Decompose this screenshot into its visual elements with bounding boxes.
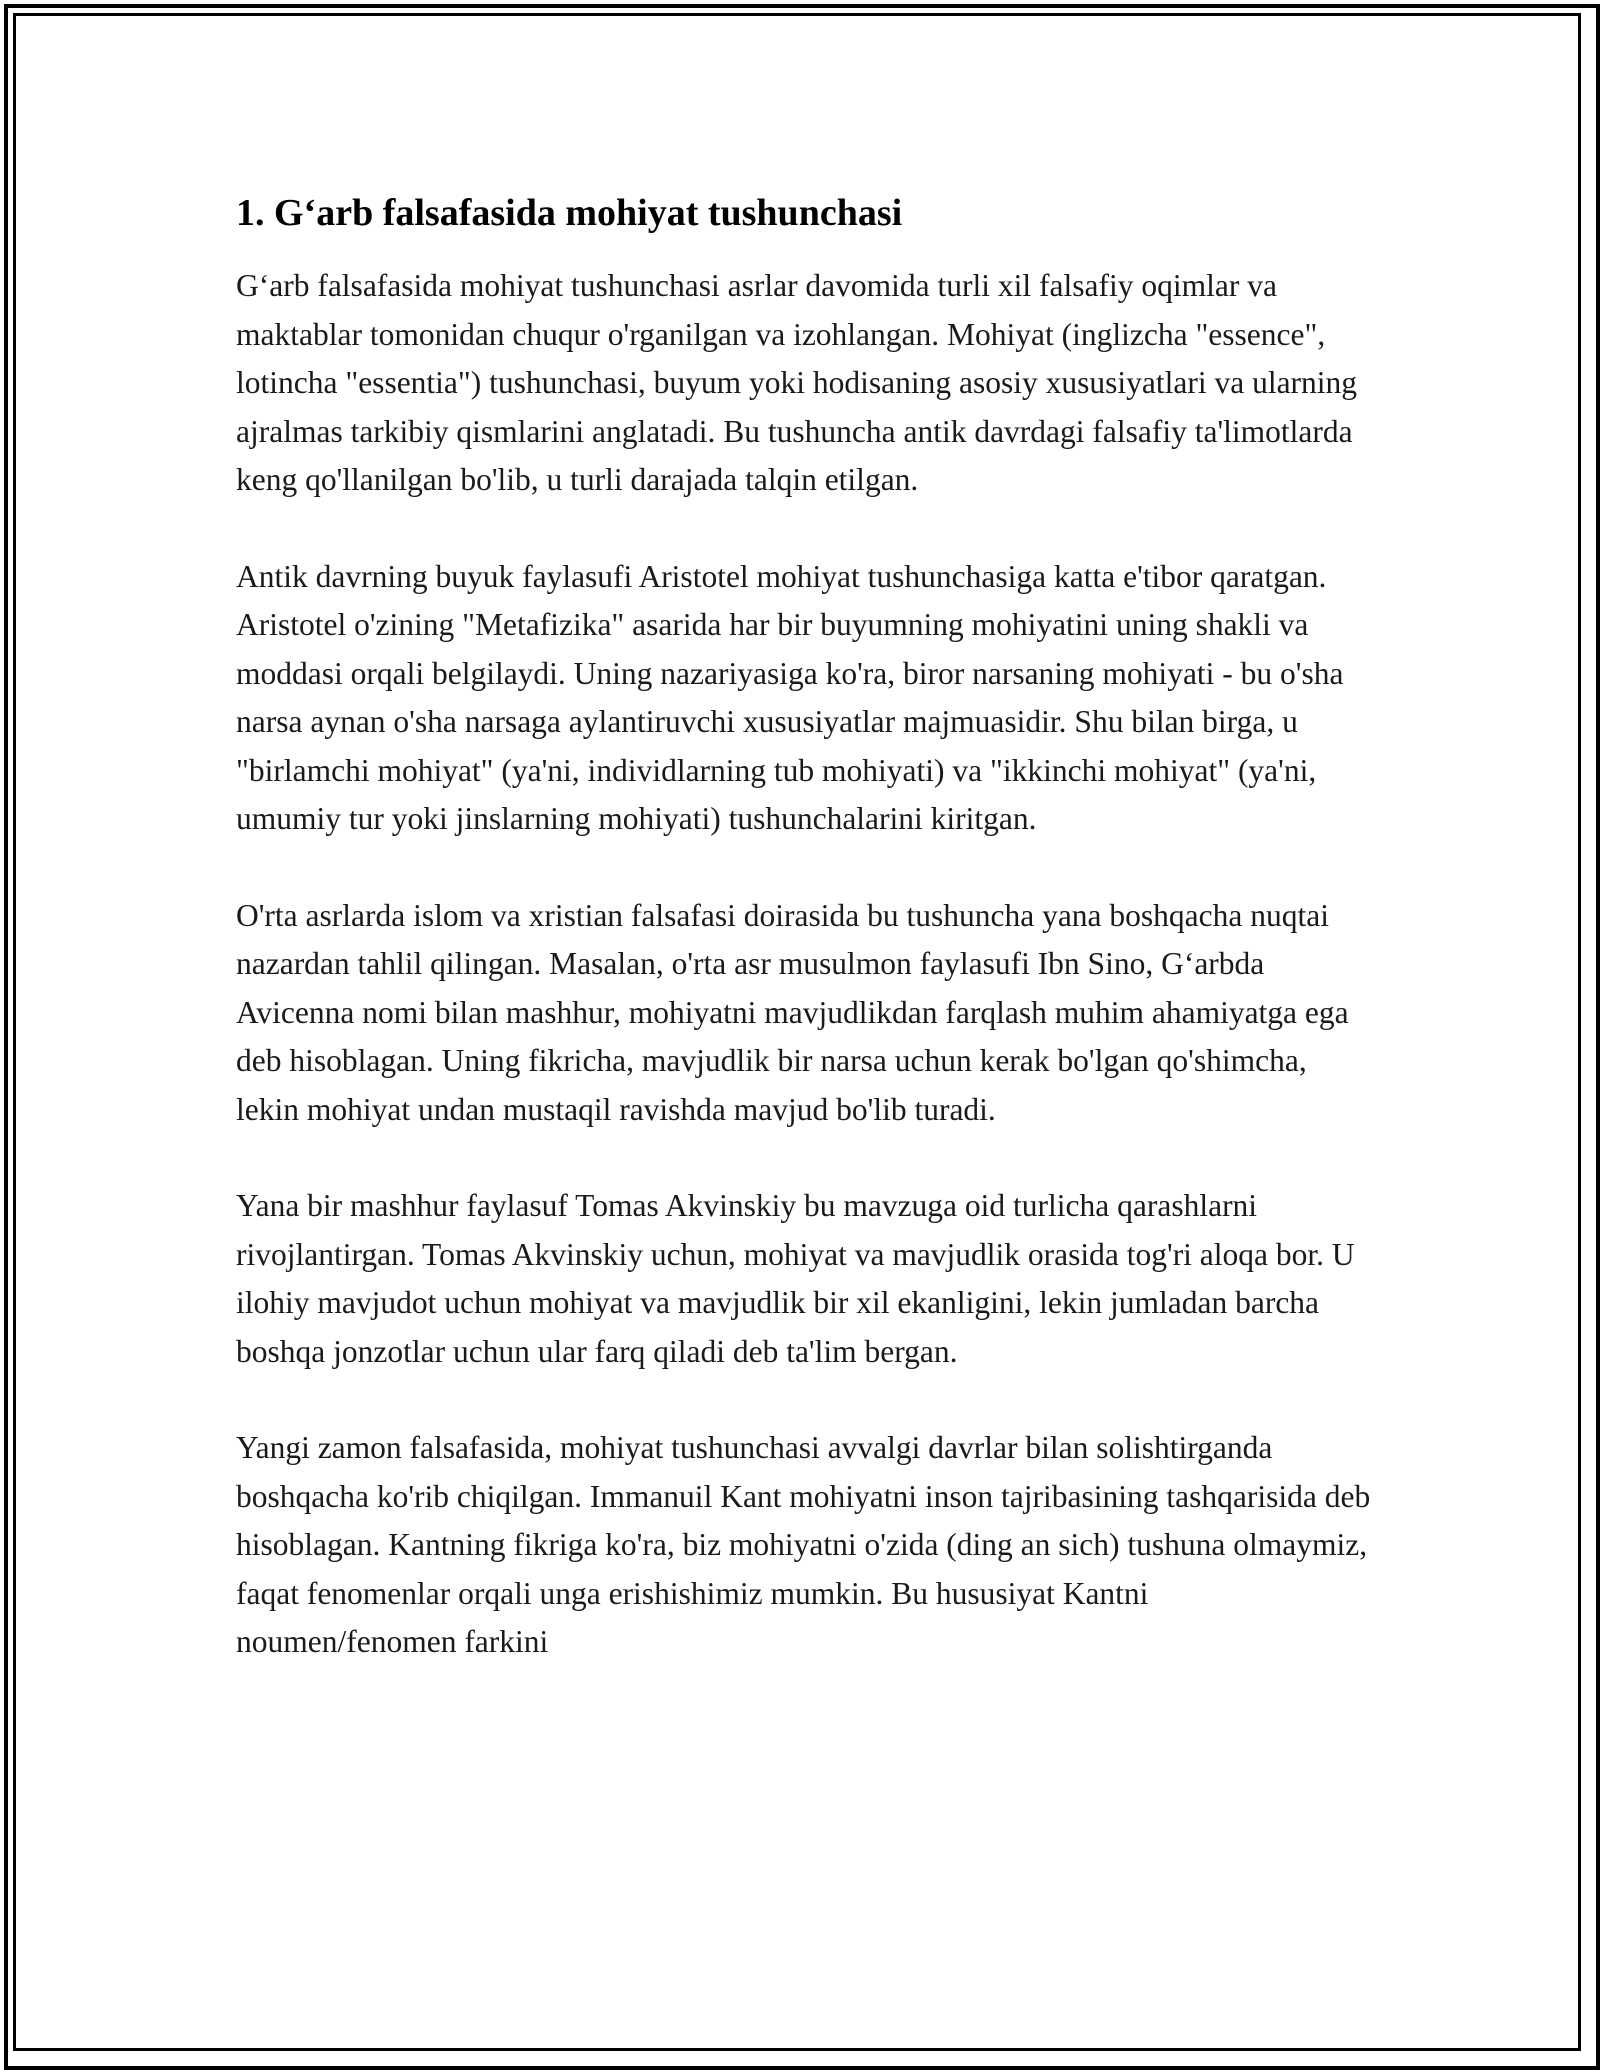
section-heading: 1. G‘arb falsafasida mohiyat tushunchasi	[236, 192, 903, 234]
document-body	[236, 184, 1376, 1715]
paragraph-2: Antik davrning buyuk faylasufi Aristotel mohiyat tushunchasiga katta e'tibor qaratgan. Aristotel o'zining "Metafizika" asarida har bir buyumning mohiyatini uning shakli va moddasi orqali belgilaydi. Uning nazariyasiga ko'ra, biror narsaning mohiyati - bu o'sha narsa aynan o'sha narsaga aylantiruvchi xususiyatlar majmuasidir. Shu bilan birga, u "birlamchi mohiyat" (ya'ni, individlarning tub mohiyati) va "ikkinchi mohiyat" (ya'ni, umumiy tur yoki jinslarning mohiyati) tushunchalarini kiritgan.	[236, 558, 1344, 836]
paragraph-3: O'rta asrlarda islom va xristian falsafasi doirasida bu tushuncha yana boshqacha nuqtai nazardan tahlil qilingan. Masalan, o'rta asr musulmon faylasufi Ibn Sino, G‘arbda Avicenna nomi bilan mashhur, mohiyatni mavjudlikdan farqlash muhim ahamiyatga ega deb hisoblagan. Uning fikricha, mavjudlik bir narsa uchun kerak bo'lgan qo'shimcha, lekin mohiyat undan mustaqil ravishda mavjud bo'lib turadi.	[236, 897, 1349, 1127]
paragraph-5: Yangi zamon falsafasida, mohiyat tushunchasi avvalgi davrlar bilan solishtirganda boshqacha ko'rib chiqilgan. Immanuil Kant mohiyatni inson tajribasining tashqarisida deb hisoblagan. Kantning fikriga ko'ra, biz mohiyatni o'zida (ding an sich) tushuna olmaymiz, faqat fenomenlar orqali unga erishishimiz mumkin. Bu hususiyat Kantni noumen/fenomen farkini	[236, 1430, 1371, 1659]
paragraph-1: G‘arb falsafasida mohiyat tushunchasi asrlar davomida turli xil falsafiy oqimlar va maktablar tomonidan chuqur o'rganilgan va izohlangan. Mohiyat (inglizcha "essence", lotincha "essentia") tushunchasi, buyum yoki hodisaning asosiy xususiyatlari va ularning ajralmas tarkibiy qismlarini anglatadi. Bu tushuncha antik davrdagi falsafiy ta'limotlarda keng qo'llanilgan bo'lib, u turli darajada talqin etilgan.	[236, 268, 1358, 497]
paragraph-4: Yana bir mashhur faylasuf Tomas Akvinskiy bu mavzuga oid turlicha qarashlarni rivojlantirgan. Tomas Akvinskiy uchun, mohiyat va mavjudlik orasida tog'ri aloqa bor. U ilohiy mavjudot uchun mohiyat va mavjudlik bir xil ekanligini, lekin jumladan barcha boshqa jonzotlar uchun ular farq qiladi deb ta'lim bergan.	[236, 1188, 1355, 1369]
